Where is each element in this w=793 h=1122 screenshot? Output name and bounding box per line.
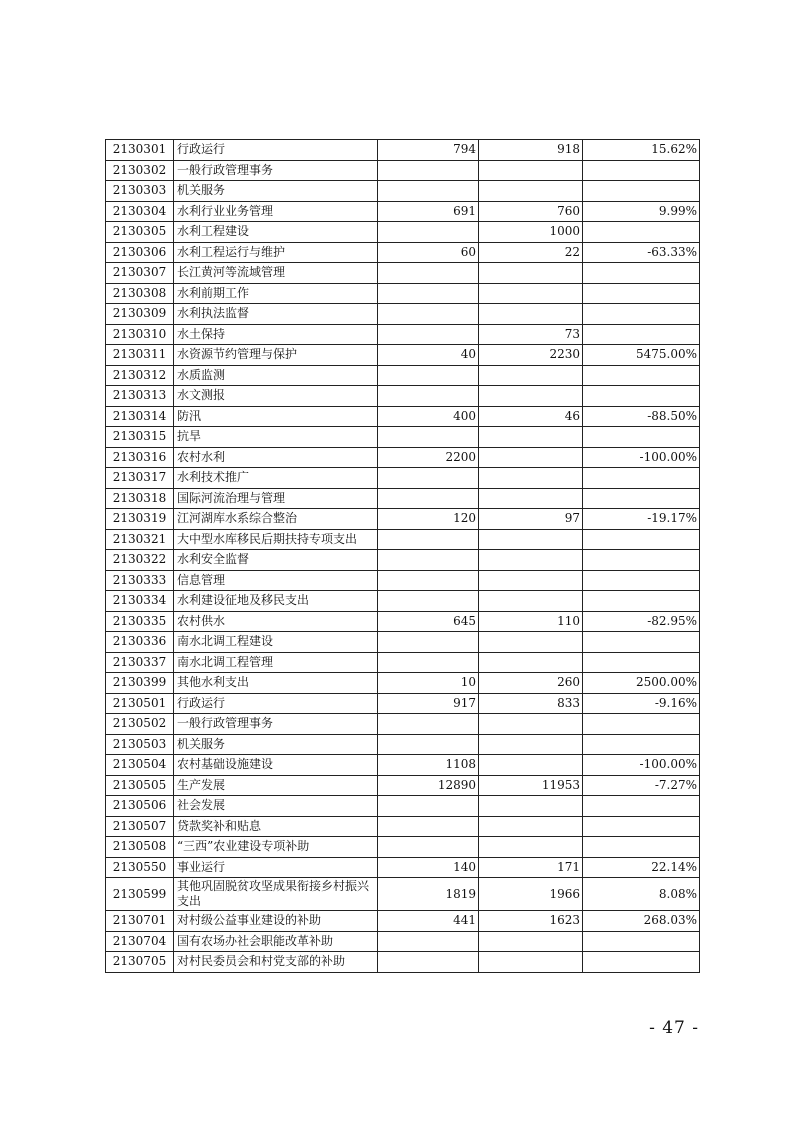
row-value1-cell: 120 <box>378 509 479 530</box>
row-value1-cell <box>378 931 479 952</box>
table-row <box>106 406 700 427</box>
row-code-cell: 2130505 <box>106 775 174 796</box>
row-percent-cell: -82.95% <box>583 611 700 632</box>
row-value2-cell <box>479 365 583 386</box>
row-value1-cell <box>378 222 479 243</box>
row-value1-cell <box>378 591 479 612</box>
row-value1-cell <box>378 304 479 325</box>
row-value1-cell <box>378 652 479 673</box>
row-code-cell: 2130701 <box>106 911 174 932</box>
row-name-cell: 水利执法监督 <box>174 304 378 325</box>
row-code-cell: 2130501 <box>106 693 174 714</box>
table-row <box>106 509 700 530</box>
row-name-cell: 水质监测 <box>174 365 378 386</box>
row-percent-cell <box>583 427 700 448</box>
row-value2-cell <box>479 529 583 550</box>
row-value1-cell <box>378 427 479 448</box>
row-name-cell: “三西”农业建设专项补助 <box>174 837 378 858</box>
row-name-cell: 机关服务 <box>174 734 378 755</box>
row-value2-cell <box>479 591 583 612</box>
row-value1-cell <box>378 365 479 386</box>
row-code-cell: 2130321 <box>106 529 174 550</box>
row-value1-cell <box>378 952 479 973</box>
row-code-cell: 2130399 <box>106 673 174 694</box>
row-value1-cell <box>378 734 479 755</box>
row-code-cell: 2130508 <box>106 837 174 858</box>
table-row <box>106 160 700 181</box>
row-value2-cell: 918 <box>479 140 583 161</box>
row-percent-cell <box>583 160 700 181</box>
row-name-cell: 水资源节约管理与保护 <box>174 345 378 366</box>
row-value2-cell <box>479 488 583 509</box>
row-value2-cell <box>479 652 583 673</box>
row-value2-cell <box>479 447 583 468</box>
row-value1-cell: 645 <box>378 611 479 632</box>
row-value2-cell: 110 <box>479 611 583 632</box>
row-percent-cell: -9.16% <box>583 693 700 714</box>
row-value2-cell <box>479 931 583 952</box>
row-name-cell: 行政运行 <box>174 140 378 161</box>
row-code-cell: 2130315 <box>106 427 174 448</box>
row-value1-cell: 400 <box>378 406 479 427</box>
row-value2-cell: 260 <box>479 673 583 694</box>
row-code-cell: 2130503 <box>106 734 174 755</box>
row-code-cell: 2130303 <box>106 181 174 202</box>
row-name-cell: 机关服务 <box>174 181 378 202</box>
row-percent-cell <box>583 324 700 345</box>
row-value2-cell: 1623 <box>479 911 583 932</box>
row-value1-cell <box>378 796 479 817</box>
row-name-cell: 国际河流治理与管理 <box>174 488 378 509</box>
row-name-cell: 水利工程运行与维护 <box>174 242 378 263</box>
row-name-cell: 一般行政管理事务 <box>174 160 378 181</box>
row-code-cell: 2130322 <box>106 550 174 571</box>
row-value2-cell: 760 <box>479 201 583 222</box>
row-name-cell: 对村民委员会和村党支部的补助 <box>174 952 378 973</box>
row-code-cell: 2130302 <box>106 160 174 181</box>
row-percent-cell <box>583 468 700 489</box>
row-name-cell: 农村水利 <box>174 447 378 468</box>
row-percent-cell: -63.33% <box>583 242 700 263</box>
table-row <box>106 632 700 653</box>
row-code-cell: 2130705 <box>106 952 174 973</box>
row-value1-cell: 691 <box>378 201 479 222</box>
row-percent-cell <box>583 181 700 202</box>
table-row <box>106 365 700 386</box>
row-percent-cell: 268.03% <box>583 911 700 932</box>
table-row <box>106 222 700 243</box>
row-code-cell: 2130310 <box>106 324 174 345</box>
row-name-cell: 水利前期工作 <box>174 283 378 304</box>
table-row <box>106 529 700 550</box>
table-row <box>106 324 700 345</box>
row-value1-cell <box>378 283 479 304</box>
table-row <box>106 386 700 407</box>
row-name-cell: 水土保持 <box>174 324 378 345</box>
row-value1-cell: 10 <box>378 673 479 694</box>
table-row <box>106 911 700 932</box>
table-row <box>106 673 700 694</box>
row-percent-cell <box>583 222 700 243</box>
row-code-cell: 2130506 <box>106 796 174 817</box>
budget-table <box>105 139 700 973</box>
row-percent-cell: 9.99% <box>583 201 700 222</box>
table-row <box>106 837 700 858</box>
row-value2-cell: 1000 <box>479 222 583 243</box>
row-code-cell: 2130305 <box>106 222 174 243</box>
row-name-cell: 水利技术推广 <box>174 468 378 489</box>
row-value1-cell: 140 <box>378 857 479 878</box>
table-row <box>106 611 700 632</box>
row-name-cell: 防汛 <box>174 406 378 427</box>
row-percent-cell <box>583 591 700 612</box>
table-row <box>106 816 700 837</box>
row-value2-cell: 22 <box>479 242 583 263</box>
row-value2-cell <box>479 160 583 181</box>
row-percent-cell: -88.50% <box>583 406 700 427</box>
row-value1-cell <box>378 570 479 591</box>
row-code-cell: 2130318 <box>106 488 174 509</box>
row-value2-cell <box>479 755 583 776</box>
row-name-cell: 水文测报 <box>174 386 378 407</box>
row-value1-cell <box>378 550 479 571</box>
row-percent-cell <box>583 529 700 550</box>
table-row <box>106 283 700 304</box>
row-value2-cell <box>479 283 583 304</box>
row-value2-cell: 833 <box>479 693 583 714</box>
row-code-cell: 2130704 <box>106 931 174 952</box>
row-value2-cell: 2230 <box>479 345 583 366</box>
row-name-cell: 南水北调工程建设 <box>174 632 378 653</box>
row-percent-cell <box>583 386 700 407</box>
row-value1-cell: 40 <box>378 345 479 366</box>
row-name-cell: 水利工程建设 <box>174 222 378 243</box>
row-value2-cell <box>479 304 583 325</box>
row-value2-cell: 97 <box>479 509 583 530</box>
row-percent-cell <box>583 952 700 973</box>
row-value2-cell: 73 <box>479 324 583 345</box>
row-code-cell: 2130599 <box>106 878 174 911</box>
table-row <box>106 201 700 222</box>
row-code-cell: 2130307 <box>106 263 174 284</box>
table-row <box>106 755 700 776</box>
row-value1-cell: 2200 <box>378 447 479 468</box>
row-code-cell: 2130304 <box>106 201 174 222</box>
table-row <box>106 714 700 735</box>
row-percent-cell <box>583 652 700 673</box>
table-row <box>106 181 700 202</box>
row-value1-cell <box>378 714 479 735</box>
row-value1-cell: 60 <box>378 242 479 263</box>
row-name-cell: 抗旱 <box>174 427 378 448</box>
row-name-cell: 农村基础设施建设 <box>174 755 378 776</box>
table-row <box>106 570 700 591</box>
row-percent-cell <box>583 796 700 817</box>
row-value2-cell: 11953 <box>479 775 583 796</box>
row-code-cell: 2130314 <box>106 406 174 427</box>
row-value2-cell <box>479 796 583 817</box>
row-code-cell: 2130337 <box>106 652 174 673</box>
row-value2-cell <box>479 550 583 571</box>
row-value2-cell <box>479 263 583 284</box>
row-value2-cell: 1966 <box>479 878 583 911</box>
row-code-cell: 2130308 <box>106 283 174 304</box>
row-percent-cell <box>583 304 700 325</box>
row-value1-cell <box>378 181 479 202</box>
row-percent-cell: 8.08% <box>583 878 700 911</box>
row-value1-cell <box>378 468 479 489</box>
row-value2-cell <box>479 816 583 837</box>
row-value2-cell <box>479 427 583 448</box>
table-row <box>106 345 700 366</box>
row-value2-cell: 171 <box>479 857 583 878</box>
row-percent-cell: -100.00% <box>583 447 700 468</box>
row-percent-cell: -19.17% <box>583 509 700 530</box>
page-number: - 47 - <box>649 1018 699 1038</box>
row-percent-cell <box>583 632 700 653</box>
row-percent-cell <box>583 488 700 509</box>
row-name-cell: 一般行政管理事务 <box>174 714 378 735</box>
row-value1-cell <box>378 263 479 284</box>
table-row <box>106 775 700 796</box>
row-name-cell: 行政运行 <box>174 693 378 714</box>
row-percent-cell <box>583 263 700 284</box>
row-code-cell: 2130312 <box>106 365 174 386</box>
row-percent-cell: -100.00% <box>583 755 700 776</box>
row-percent-cell <box>583 816 700 837</box>
row-value1-cell <box>378 160 479 181</box>
row-name-cell: 农村供水 <box>174 611 378 632</box>
row-percent-cell <box>583 714 700 735</box>
row-percent-cell <box>583 734 700 755</box>
row-percent-cell: 15.62% <box>583 140 700 161</box>
row-value1-cell: 441 <box>378 911 479 932</box>
row-name-cell: 国有农场办社会职能改革补助 <box>174 931 378 952</box>
row-name-cell: 生产发展 <box>174 775 378 796</box>
row-name-cell: 水利建设征地及移民支出 <box>174 591 378 612</box>
row-name-cell: 江河湖库水系综合整治 <box>174 509 378 530</box>
row-percent-cell: 22.14% <box>583 857 700 878</box>
row-name-cell: 事业运行 <box>174 857 378 878</box>
table-row <box>106 550 700 571</box>
row-name-cell: 其他水利支出 <box>174 673 378 694</box>
row-name-cell: 南水北调工程管理 <box>174 652 378 673</box>
table-row <box>106 304 700 325</box>
row-name-cell: 对村级公益事业建设的补助 <box>174 911 378 932</box>
row-code-cell: 2130319 <box>106 509 174 530</box>
row-code-cell: 2130333 <box>106 570 174 591</box>
row-value2-cell <box>479 837 583 858</box>
row-name-cell: 水利行业业务管理 <box>174 201 378 222</box>
table-row <box>106 931 700 952</box>
row-code-cell: 2130504 <box>106 755 174 776</box>
row-value1-cell <box>378 529 479 550</box>
row-value2-cell: 46 <box>479 406 583 427</box>
row-value2-cell <box>479 714 583 735</box>
row-code-cell: 2130306 <box>106 242 174 263</box>
row-code-cell: 2130317 <box>106 468 174 489</box>
table-row <box>106 878 700 911</box>
row-value2-cell <box>479 468 583 489</box>
row-name-cell: 信息管理 <box>174 570 378 591</box>
row-code-cell: 2130550 <box>106 857 174 878</box>
row-code-cell: 2130502 <box>106 714 174 735</box>
table-row <box>106 652 700 673</box>
table-row <box>106 591 700 612</box>
row-value1-cell: 1108 <box>378 755 479 776</box>
row-percent-cell: 5475.00% <box>583 345 700 366</box>
table-row <box>106 427 700 448</box>
table-row <box>106 734 700 755</box>
row-value2-cell <box>479 952 583 973</box>
row-value2-cell <box>479 570 583 591</box>
row-name-cell: 贷款奖补和贴息 <box>174 816 378 837</box>
table-row <box>106 857 700 878</box>
row-value1-cell <box>378 488 479 509</box>
table-row <box>106 693 700 714</box>
row-value1-cell: 794 <box>378 140 479 161</box>
row-value1-cell <box>378 632 479 653</box>
row-code-cell: 2130301 <box>106 140 174 161</box>
row-code-cell: 2130311 <box>106 345 174 366</box>
row-value1-cell: 917 <box>378 693 479 714</box>
row-value1-cell <box>378 324 479 345</box>
row-percent-cell <box>583 931 700 952</box>
table-row <box>106 263 700 284</box>
table-row <box>106 796 700 817</box>
row-percent-cell: 2500.00% <box>583 673 700 694</box>
budget-table-body <box>106 140 700 973</box>
row-value1-cell <box>378 386 479 407</box>
row-value1-cell <box>378 816 479 837</box>
row-code-cell: 2130335 <box>106 611 174 632</box>
row-code-cell: 2130313 <box>106 386 174 407</box>
row-code-cell: 2130507 <box>106 816 174 837</box>
row-percent-cell <box>583 550 700 571</box>
table-row <box>106 242 700 263</box>
table-row <box>106 488 700 509</box>
row-code-cell: 2130334 <box>106 591 174 612</box>
table-row <box>106 952 700 973</box>
row-code-cell: 2130309 <box>106 304 174 325</box>
row-value2-cell <box>479 386 583 407</box>
table-row <box>106 468 700 489</box>
row-percent-cell: -7.27% <box>583 775 700 796</box>
row-name-cell: 水利安全监督 <box>174 550 378 571</box>
row-code-cell: 2130316 <box>106 447 174 468</box>
row-percent-cell <box>583 283 700 304</box>
row-value1-cell: 12890 <box>378 775 479 796</box>
row-value2-cell <box>479 181 583 202</box>
row-value2-cell <box>479 632 583 653</box>
row-value1-cell <box>378 837 479 858</box>
table-row <box>106 140 700 161</box>
row-value1-cell: 1819 <box>378 878 479 911</box>
row-percent-cell <box>583 837 700 858</box>
row-name-cell: 其他巩固脱贫攻坚成果衔接乡村振兴支出 <box>174 878 378 911</box>
row-name-cell: 长江黄河等流域管理 <box>174 263 378 284</box>
row-value2-cell <box>479 734 583 755</box>
row-name-cell: 社会发展 <box>174 796 378 817</box>
row-name-cell: 大中型水库移民后期扶持专项支出 <box>174 529 378 550</box>
row-percent-cell <box>583 365 700 386</box>
row-code-cell: 2130336 <box>106 632 174 653</box>
row-percent-cell <box>583 570 700 591</box>
table-row <box>106 447 700 468</box>
